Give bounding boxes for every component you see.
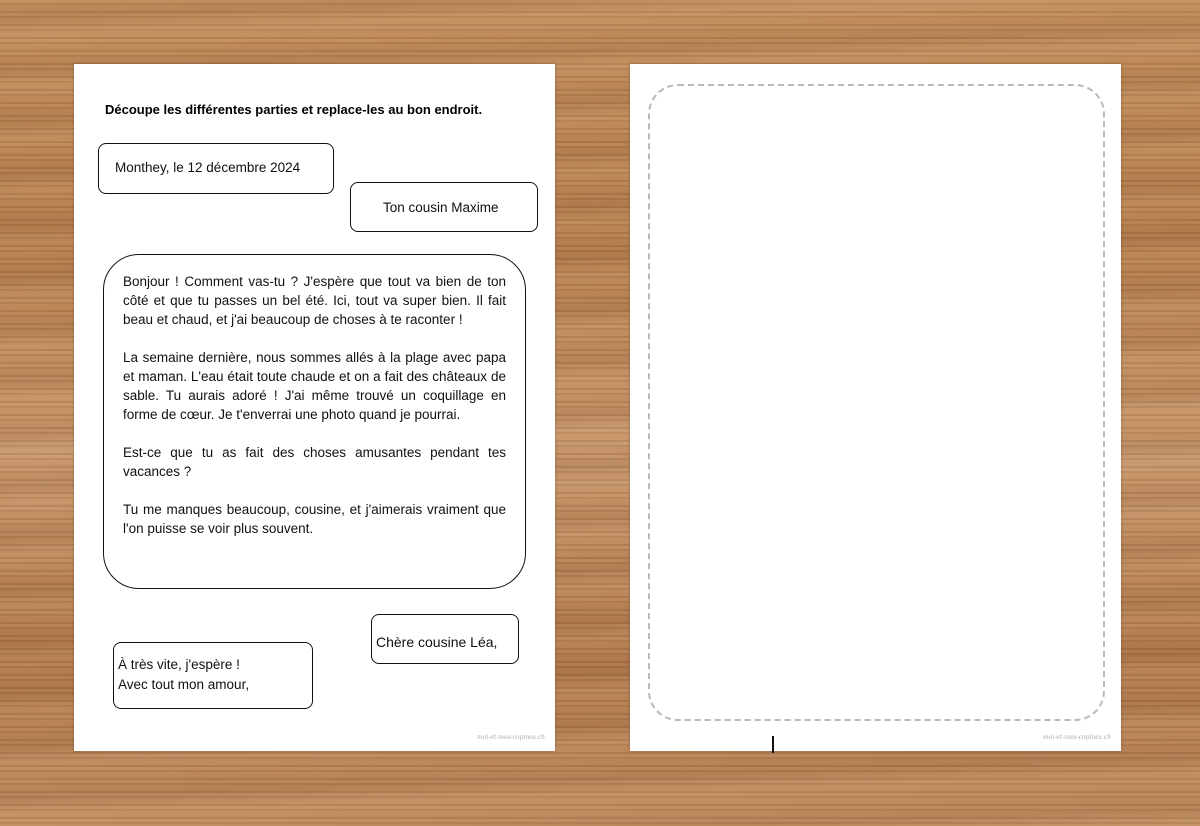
greeting-text: Chère cousine Léa, <box>376 634 498 650</box>
instruction-heading: Découpe les différentes parties et replace-les au bon endroit. <box>105 102 483 117</box>
paste-area-frame[interactable] <box>648 84 1105 721</box>
letter-body-card[interactable] <box>103 254 526 589</box>
body-paragraph-3: Est-ce que tu as fait des choses amusantes pendant tes vacances ? <box>123 445 506 479</box>
worksheet-page-right <box>630 64 1121 751</box>
date-card[interactable] <box>98 143 334 194</box>
text-cursor <box>772 736 774 753</box>
closing-line-2: Avec tout mon amour, <box>118 677 250 692</box>
greeting-card[interactable] <box>371 614 519 664</box>
closing-card[interactable] <box>113 642 313 709</box>
closing-line-1: À très vite, j'espère ! <box>118 657 240 672</box>
signature-text: Ton cousin Maxime <box>383 200 499 215</box>
watermark-right: moi-et-mes-copines.ch <box>1043 734 1111 741</box>
worksheet-page-left <box>74 64 555 751</box>
date-text: Monthey, le 12 décembre 2024 <box>115 160 301 175</box>
body-paragraph-2: La semaine dernière, nous sommes allés à la plage avec papa et maman. L'eau était toute chaude et on a fait des châteaux de sable. Tu aurais adoré ! J'ai même trouvé un coquillage en forme de cœur. Je t'enverrai une photo quand je pourrai. <box>123 350 506 422</box>
body-paragraph-4: Tu me manques beaucoup, cousine, et j'aimerais vraiment que l'on puisse se voir plus souvent. <box>123 502 506 536</box>
signature-card[interactable] <box>350 182 538 232</box>
watermark-left: moi-et-mes-copines.ch <box>477 734 545 741</box>
body-paragraph-1: Bonjour ! Comment vas-tu ? J'espère que tout va bien de ton côté et que tu passes un bel été. Ici, tout va super bien. Il fait beau et chaud, et j'ai beaucoup de choses à te raconter ! <box>123 274 506 327</box>
